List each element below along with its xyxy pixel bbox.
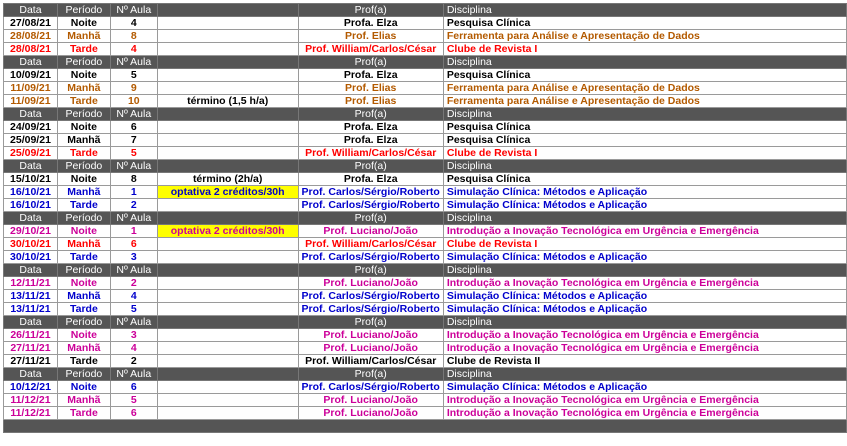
cell-prof: Prof. Luciano/João bbox=[298, 394, 443, 407]
table-row bbox=[4, 147, 847, 160]
header-data: Data bbox=[4, 316, 58, 329]
cell-periodo: Tarde bbox=[57, 199, 110, 212]
cell-prof: Prof. Luciano/João bbox=[298, 225, 443, 238]
cell-disciplina: Simulação Clínica: Métodos e Aplicação bbox=[443, 186, 846, 199]
cell-disciplina: Pesquisa Clínica bbox=[443, 17, 846, 30]
cell-data: 25/09/21 bbox=[4, 134, 58, 147]
cell-periodo: Tarde bbox=[57, 407, 110, 420]
cell-prof: Prof. Luciano/João bbox=[298, 277, 443, 290]
cell-obs bbox=[157, 290, 298, 303]
cell-periodo: Tarde bbox=[57, 95, 110, 108]
cell-prof: Prof. Carlos/Sérgio/Roberto bbox=[298, 199, 443, 212]
cell-data: 29/10/21 bbox=[4, 225, 58, 238]
cell-prof: Prof. William/Carlos/César bbox=[298, 355, 443, 368]
cell-aula: 2 bbox=[110, 355, 157, 368]
header-disciplina: Disciplina bbox=[443, 108, 846, 121]
cell-prof: Prof. Luciano/João bbox=[298, 342, 443, 355]
cell-disciplina: Introdução a Inovação Tecnológica em Urgência e Emergência bbox=[443, 394, 846, 407]
schedule-body bbox=[4, 4, 847, 433]
cell-prof: Prof. Luciano/João bbox=[298, 407, 443, 420]
cell-obs bbox=[157, 121, 298, 134]
cell-periodo: Manhã bbox=[57, 394, 110, 407]
header-disciplina: Disciplina bbox=[443, 264, 846, 277]
cell-aula: 8 bbox=[110, 173, 157, 186]
cell-periodo: Tarde bbox=[57, 43, 110, 56]
cell-data: 28/08/21 bbox=[4, 30, 58, 43]
cell-data: 10/12/21 bbox=[4, 381, 58, 394]
header-prof: Prof(a) bbox=[298, 316, 443, 329]
header-periodo: Período bbox=[57, 108, 110, 121]
cell-disciplina: Introdução a Inovação Tecnológica em Urgência e Emergência bbox=[443, 342, 846, 355]
table-row bbox=[4, 134, 847, 147]
cell-aula: 5 bbox=[110, 147, 157, 160]
header-obs bbox=[157, 160, 298, 173]
header-periodo: Período bbox=[57, 316, 110, 329]
cell-disciplina: Clube de Revista I bbox=[443, 238, 846, 251]
cell-aula: 6 bbox=[110, 407, 157, 420]
cell-disciplina: Clube de Revista I bbox=[443, 43, 846, 56]
header-periodo: Período bbox=[57, 4, 110, 17]
cell-aula: 5 bbox=[110, 303, 157, 316]
header-periodo: Período bbox=[57, 368, 110, 381]
header-disciplina: Disciplina bbox=[443, 212, 846, 225]
header-periodo: Período bbox=[57, 212, 110, 225]
header-prof: Prof(a) bbox=[298, 160, 443, 173]
cell-disciplina: Introdução a Inovação Tecnológica em Urgência e Emergência bbox=[443, 329, 846, 342]
cell-periodo: Tarde bbox=[57, 251, 110, 264]
header-data: Data bbox=[4, 4, 58, 17]
cell-aula: 1 bbox=[110, 186, 157, 199]
cell-prof: Profa. Elza bbox=[298, 121, 443, 134]
table-row bbox=[4, 394, 847, 407]
cell-aula: 6 bbox=[110, 381, 157, 394]
cell-disciplina: Pesquisa Clínica bbox=[443, 121, 846, 134]
header-data: Data bbox=[4, 368, 58, 381]
table-row bbox=[4, 303, 847, 316]
header-row bbox=[4, 108, 847, 121]
cell-data: 26/11/21 bbox=[4, 329, 58, 342]
header-row bbox=[4, 160, 847, 173]
table-row bbox=[4, 82, 847, 95]
cell-disciplina: Ferramenta para Análise e Apresentação de Dados bbox=[443, 30, 846, 43]
header-disciplina: Disciplina bbox=[443, 56, 846, 69]
cell-disciplina: Ferramenta para Análise e Apresentação de Dados bbox=[443, 95, 846, 108]
cell-obs bbox=[157, 147, 298, 160]
cell-data: 13/11/21 bbox=[4, 303, 58, 316]
cell-periodo: Manhã bbox=[57, 82, 110, 95]
cell-periodo: Tarde bbox=[57, 303, 110, 316]
cell-obs bbox=[157, 199, 298, 212]
table-row bbox=[4, 407, 847, 420]
header-data: Data bbox=[4, 212, 58, 225]
cell-periodo: Manhã bbox=[57, 290, 110, 303]
cell-prof: Prof. Carlos/Sérgio/Roberto bbox=[298, 186, 443, 199]
cell-aula: 4 bbox=[110, 290, 157, 303]
cell-disciplina: Clube de Revista I bbox=[443, 147, 846, 160]
cell-prof: Profa. Elza bbox=[298, 134, 443, 147]
cell-obs bbox=[157, 238, 298, 251]
table-row bbox=[4, 69, 847, 82]
table-row bbox=[4, 121, 847, 134]
table-row bbox=[4, 329, 847, 342]
cell-obs bbox=[157, 342, 298, 355]
cell-obs bbox=[157, 69, 298, 82]
cell-aula: 8 bbox=[110, 30, 157, 43]
cell-aula: 5 bbox=[110, 394, 157, 407]
cell-obs bbox=[157, 43, 298, 56]
header-row bbox=[4, 4, 847, 17]
header-aula: Nº Aula bbox=[110, 316, 157, 329]
cell-obs bbox=[157, 394, 298, 407]
table-row bbox=[4, 173, 847, 186]
header-row bbox=[4, 368, 847, 381]
cell-aula: 6 bbox=[110, 121, 157, 134]
cell-prof: Prof. Elias bbox=[298, 82, 443, 95]
cell-obs: término (2h/a) bbox=[157, 173, 298, 186]
table-row bbox=[4, 290, 847, 303]
cell-disciplina: Clube de Revista II bbox=[443, 355, 846, 368]
cell-periodo: Noite bbox=[57, 69, 110, 82]
cell-prof: Profa. Elza bbox=[298, 69, 443, 82]
cell-periodo: Noite bbox=[57, 121, 110, 134]
header-prof: Prof(a) bbox=[298, 264, 443, 277]
cell-obs bbox=[157, 277, 298, 290]
cell-periodo: Manhã bbox=[57, 186, 110, 199]
header-aula: Nº Aula bbox=[110, 368, 157, 381]
cell-disciplina: Pesquisa Clínica bbox=[443, 173, 846, 186]
cell-periodo: Noite bbox=[57, 277, 110, 290]
header-prof: Prof(a) bbox=[298, 368, 443, 381]
header-disciplina: Disciplina bbox=[443, 316, 846, 329]
cell-data: 13/11/21 bbox=[4, 290, 58, 303]
table-row bbox=[4, 342, 847, 355]
cell-disciplina: Introdução a Inovação Tecnológica em Urgência e Emergência bbox=[443, 225, 846, 238]
cell-disciplina: Simulação Clínica: Métodos e Aplicação bbox=[443, 199, 846, 212]
cell-data: 27/08/21 bbox=[4, 17, 58, 30]
cell-data: 30/10/21 bbox=[4, 238, 58, 251]
cell-aula: 4 bbox=[110, 342, 157, 355]
cell-aula: 2 bbox=[110, 277, 157, 290]
header-disciplina: Disciplina bbox=[443, 160, 846, 173]
cell-prof: Prof. William/Carlos/César bbox=[298, 147, 443, 160]
cell-data: 25/09/21 bbox=[4, 147, 58, 160]
table-row bbox=[4, 95, 847, 108]
cell-disciplina: Simulação Clínica: Métodos e Aplicação bbox=[443, 381, 846, 394]
header-aula: Nº Aula bbox=[110, 160, 157, 173]
cell-obs bbox=[157, 303, 298, 316]
header-aula: Nº Aula bbox=[110, 56, 157, 69]
header-data: Data bbox=[4, 264, 58, 277]
cell-aula: 4 bbox=[110, 17, 157, 30]
table-row bbox=[4, 17, 847, 30]
cell-data: 11/09/21 bbox=[4, 82, 58, 95]
cell-data: 16/10/21 bbox=[4, 199, 58, 212]
cell-obs: término (1,5 h/a) bbox=[157, 95, 298, 108]
cell-prof: Prof. Carlos/Sérgio/Roberto bbox=[298, 381, 443, 394]
schedule-container bbox=[3, 3, 847, 433]
cell-data: 11/12/21 bbox=[4, 394, 58, 407]
cell-prof: Prof. Carlos/Sérgio/Roberto bbox=[298, 251, 443, 264]
cell-data: 12/11/21 bbox=[4, 277, 58, 290]
header-row bbox=[4, 316, 847, 329]
cell-data: 28/08/21 bbox=[4, 43, 58, 56]
cell-disciplina: Simulação Clínica: Métodos e Aplicação bbox=[443, 303, 846, 316]
cell-disciplina: Simulação Clínica: Métodos e Aplicação bbox=[443, 290, 846, 303]
cell-aula: 1 bbox=[110, 225, 157, 238]
header-obs bbox=[157, 316, 298, 329]
cell-periodo: Noite bbox=[57, 17, 110, 30]
footer-bar bbox=[4, 420, 847, 433]
cell-obs bbox=[157, 134, 298, 147]
cell-aula: 9 bbox=[110, 82, 157, 95]
cell-aula: 7 bbox=[110, 134, 157, 147]
cell-obs bbox=[157, 30, 298, 43]
cell-obs bbox=[157, 407, 298, 420]
header-obs bbox=[157, 368, 298, 381]
cell-disciplina: Ferramenta para Análise e Apresentação de Dados bbox=[443, 82, 846, 95]
cell-prof: Profa. Elza bbox=[298, 17, 443, 30]
cell-periodo: Manhã bbox=[57, 134, 110, 147]
header-data: Data bbox=[4, 160, 58, 173]
cell-disciplina: Pesquisa Clínica bbox=[443, 69, 846, 82]
table-row bbox=[4, 30, 847, 43]
schedule-table bbox=[3, 3, 847, 433]
header-row bbox=[4, 264, 847, 277]
cell-periodo: Noite bbox=[57, 173, 110, 186]
header-obs bbox=[157, 108, 298, 121]
header-aula: Nº Aula bbox=[110, 108, 157, 121]
cell-data: 30/10/21 bbox=[4, 251, 58, 264]
cell-aula: 10 bbox=[110, 95, 157, 108]
cell-prof: Profa. Elza bbox=[298, 173, 443, 186]
cell-disciplina: Introdução a Inovação Tecnológica em Urgência e Emergência bbox=[443, 277, 846, 290]
cell-periodo: Manhã bbox=[57, 30, 110, 43]
cell-periodo: Noite bbox=[57, 329, 110, 342]
cell-data: 11/12/21 bbox=[4, 407, 58, 420]
header-prof: Prof(a) bbox=[298, 56, 443, 69]
cell-obs bbox=[157, 251, 298, 264]
cell-aula: 3 bbox=[110, 251, 157, 264]
cell-periodo: Noite bbox=[57, 381, 110, 394]
cell-prof: Prof. William/Carlos/César bbox=[298, 43, 443, 56]
cell-prof: Prof. Carlos/Sérgio/Roberto bbox=[298, 290, 443, 303]
header-periodo: Período bbox=[57, 264, 110, 277]
table-row bbox=[4, 199, 847, 212]
header-row bbox=[4, 56, 847, 69]
header-prof: Prof(a) bbox=[298, 212, 443, 225]
header-aula: Nº Aula bbox=[110, 212, 157, 225]
header-data: Data bbox=[4, 108, 58, 121]
header-obs bbox=[157, 212, 298, 225]
header-disciplina: Disciplina bbox=[443, 4, 846, 17]
header-prof: Prof(a) bbox=[298, 108, 443, 121]
cell-disciplina: Simulação Clínica: Métodos e Aplicação bbox=[443, 251, 846, 264]
cell-aula: 2 bbox=[110, 199, 157, 212]
header-row bbox=[4, 212, 847, 225]
table-row bbox=[4, 355, 847, 368]
table-row bbox=[4, 251, 847, 264]
cell-prof: Prof. Elias bbox=[298, 30, 443, 43]
header-obs bbox=[157, 264, 298, 277]
cell-obs bbox=[157, 17, 298, 30]
cell-obs bbox=[157, 381, 298, 394]
cell-prof: Prof. William/Carlos/César bbox=[298, 238, 443, 251]
header-disciplina: Disciplina bbox=[443, 368, 846, 381]
cell-data: 27/11/21 bbox=[4, 342, 58, 355]
header-aula: Nº Aula bbox=[110, 4, 157, 17]
cell-disciplina: Introdução a Inovação Tecnológica em Urgência e Emergência bbox=[443, 407, 846, 420]
cell-data: 10/09/21 bbox=[4, 69, 58, 82]
table-row bbox=[4, 186, 847, 199]
cell-obs bbox=[157, 82, 298, 95]
cell-obs: optativa 2 créditos/30h bbox=[157, 225, 298, 238]
cell-periodo: Manhã bbox=[57, 238, 110, 251]
header-periodo: Período bbox=[57, 56, 110, 69]
cell-periodo: Tarde bbox=[57, 355, 110, 368]
cell-data: 24/09/21 bbox=[4, 121, 58, 134]
cell-obs bbox=[157, 329, 298, 342]
header-prof: Prof(a) bbox=[298, 4, 443, 17]
footer-row bbox=[4, 420, 847, 433]
header-data: Data bbox=[4, 56, 58, 69]
cell-aula: 5 bbox=[110, 69, 157, 82]
cell-aula: 6 bbox=[110, 238, 157, 251]
header-periodo: Período bbox=[57, 160, 110, 173]
cell-disciplina: Pesquisa Clínica bbox=[443, 134, 846, 147]
cell-prof: Prof. Elias bbox=[298, 95, 443, 108]
header-obs bbox=[157, 4, 298, 17]
cell-aula: 4 bbox=[110, 43, 157, 56]
cell-data: 16/10/21 bbox=[4, 186, 58, 199]
cell-data: 15/10/21 bbox=[4, 173, 58, 186]
table-row bbox=[4, 43, 847, 56]
cell-data: 11/09/21 bbox=[4, 95, 58, 108]
cell-data: 27/11/21 bbox=[4, 355, 58, 368]
table-row bbox=[4, 238, 847, 251]
table-row bbox=[4, 277, 847, 290]
header-aula: Nº Aula bbox=[110, 264, 157, 277]
table-row bbox=[4, 225, 847, 238]
cell-periodo: Manhã bbox=[57, 342, 110, 355]
header-obs bbox=[157, 56, 298, 69]
cell-aula: 3 bbox=[110, 329, 157, 342]
cell-prof: Prof. Luciano/João bbox=[298, 329, 443, 342]
cell-obs: optativa 2 créditos/30h bbox=[157, 186, 298, 199]
cell-periodo: Noite bbox=[57, 225, 110, 238]
cell-prof: Prof. Carlos/Sérgio/Roberto bbox=[298, 303, 443, 316]
table-row bbox=[4, 381, 847, 394]
cell-obs bbox=[157, 355, 298, 368]
cell-periodo: Tarde bbox=[57, 147, 110, 160]
